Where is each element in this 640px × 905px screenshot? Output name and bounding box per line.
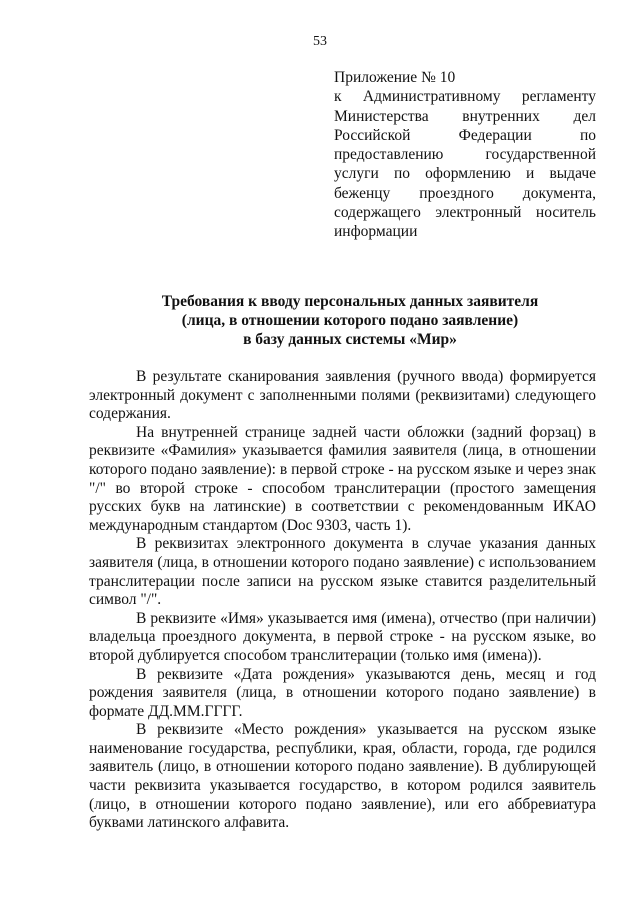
annex-body: к Административному регламенту Министерства внутренних дел Российской Федерации по предоставлению государственной услуги по оформлению и выдаче беженцу проездного документа, содержащего электронный носитель информации <box>334 88 596 241</box>
page-number: 53 <box>313 34 327 49</box>
paragraph-scanning: В результате сканирования заявления (ручного ввода) формируется электронный документ с заполненными полями (реквизитами) следующего содержания. <box>89 368 596 423</box>
heading-line-2: (лица, в отношении которого подано заявление) <box>181 312 519 329</box>
paragraph-birth-place: В реквизите «Место рождения» указывается на русском языке наименование государства, республики, края, области, города, где родился заявитель (лицо, в отношении которого подано заявление). В дублирующей части реквизита указывается государство, в котором родился заявитель (лицо, в отношении которого подано заявление), или его аббревиатура буквами латинского алфавита. <box>89 721 596 832</box>
annex-reference <box>334 68 596 242</box>
paragraph-surname: На внутренней странице задней части обложки (задний форзац) в реквизите «Фамилия» указывается фамилия заявителя (лица, в отношении которого подано заявление): в первой строке - на русском языке и через знак "/" во второй строке - способом транслитерации (простого замещения русских букв на латинские) в соответствии с рекомендованным ИКАО международным стандартом (Doc 9303, часть 1). <box>89 423 596 534</box>
paragraph-separator: В реквизитах электронного документа в случае указания данных заявителя (лица, в отношении которого подано заявление) с использованием транслитерации после записи на русском языке ставится разделительный символ "/". <box>89 535 596 609</box>
heading-line-3: в базу данных системы «Мир» <box>243 331 457 348</box>
annex-title: Приложение № 10 <box>334 69 456 86</box>
paragraph-birth-date: В реквизите «Дата рождения» указываются день, месяц и год рождения заявителя (лица, в отношении которого подано заявление) в формате ДД.ММ.ГГГГ. <box>89 665 596 720</box>
heading-line-1: Требования к вводу персональных данных заявителя <box>161 293 539 310</box>
document-body <box>89 368 596 833</box>
document-heading <box>80 292 620 349</box>
paragraph-name: В реквизите «Имя» указывается имя (имена), отчество (при наличии) владельца проездного документа, в первой строке - на русском языке, во второй дублируется способом транслитерации (только имя (имена)). <box>89 609 596 664</box>
